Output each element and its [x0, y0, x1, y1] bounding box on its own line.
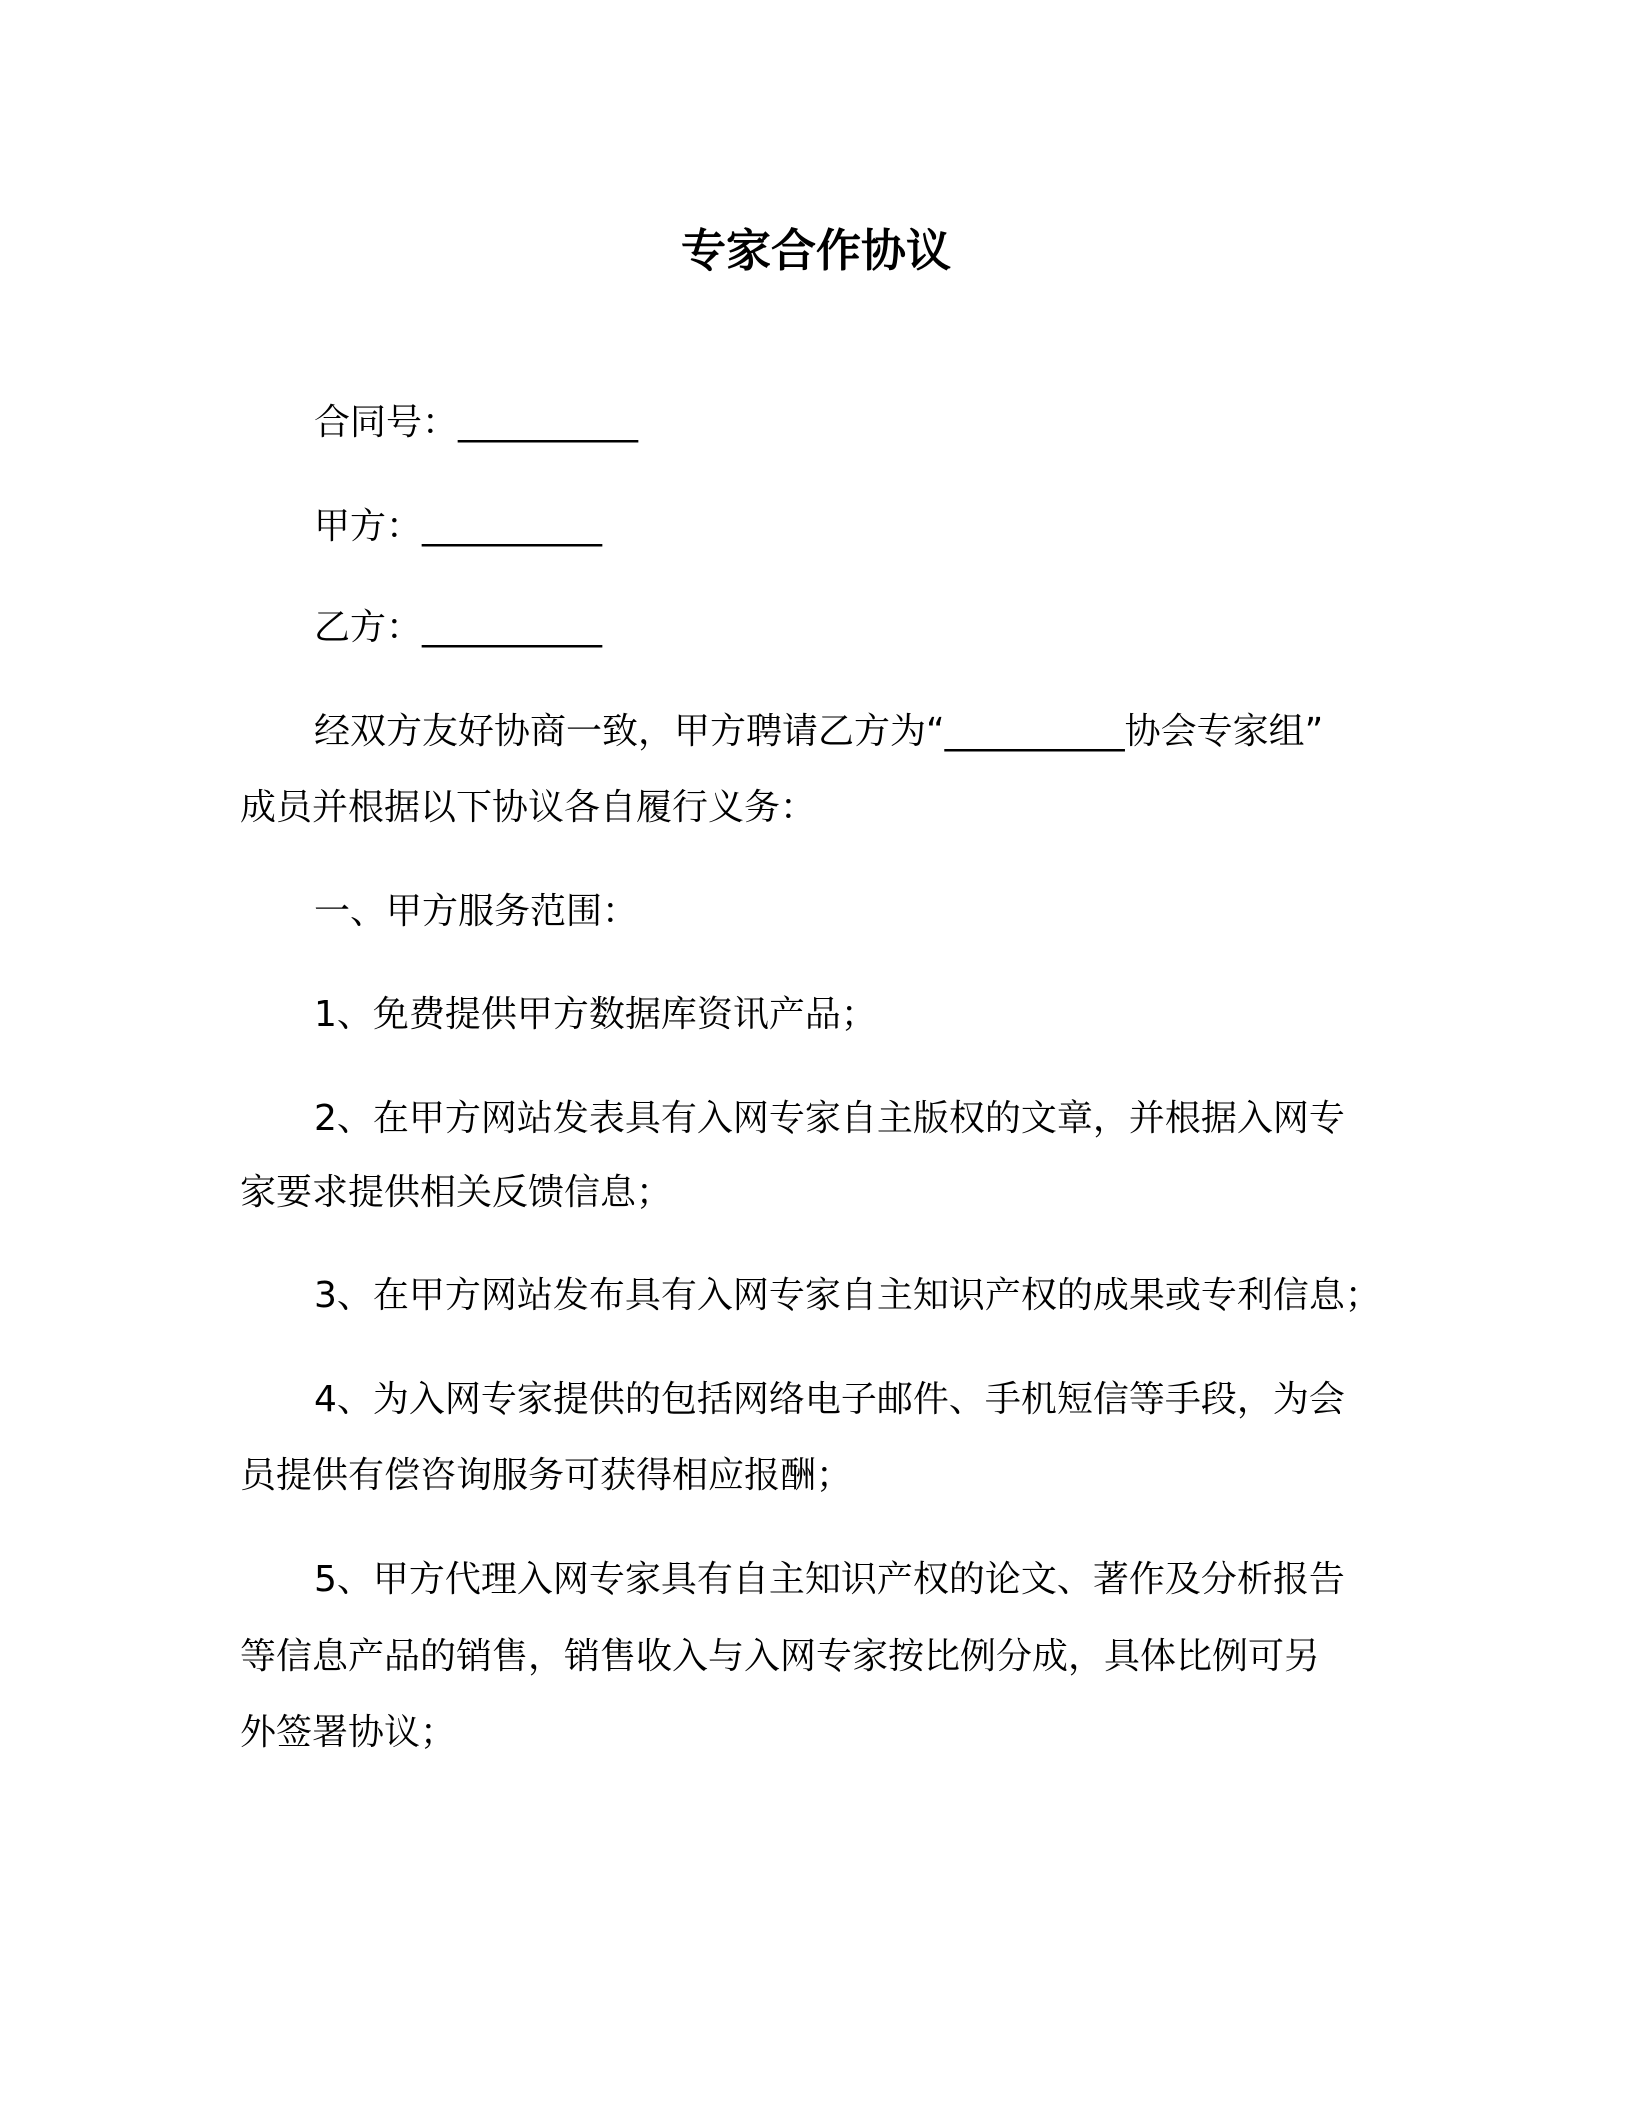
party-a-field: [314, 505, 602, 549]
list-item-line: 外签署协议；: [240, 1712, 457, 1753]
page-title: 专家合作协议: [680, 224, 951, 277]
intro-line: 成员并根据以下协议各自履行义务：: [240, 787, 817, 828]
list-item-line: 家要求提供相关反馈信息；: [240, 1172, 673, 1213]
list-item-line: 1、免费提供甲方数据库资讯产品；: [314, 994, 877, 1035]
party-a-label: 甲方：: [314, 506, 423, 547]
list-item-line: 5、甲方代理入网专家具有自主知识产权的论文、著作及分析报告: [314, 1559, 1345, 1600]
list-item-line: 4、为入网专家提供的包括网络电子邮件、手机短信等手段，为会: [314, 1379, 1345, 1420]
list-item-line: 等信息产品的销售，销售收入与入网专家按比例分成，具体比例可另: [240, 1636, 1321, 1677]
party-b-blank: __________: [422, 607, 603, 648]
contract-number-field: [314, 401, 638, 445]
contract-number-blank: __________: [458, 402, 639, 443]
party-b-field: [314, 606, 602, 650]
contract-number-label: 合同号：: [314, 402, 459, 443]
list-item-line: 2、在甲方网站发表具有入网专家自主版权的文章，并根据入网专: [314, 1098, 1345, 1139]
intro-line: 经双方友好协商一致，甲方聘请乙方为“__________协会专家组”: [314, 711, 1324, 752]
list-item-line: 3、在甲方网站发布具有入网专家自主知识产权的成果或专利信息；: [314, 1275, 1381, 1316]
party-b-label: 乙方：: [314, 607, 423, 648]
party-a-blank: __________: [422, 506, 603, 547]
list-item-line: 员提供有偿咨询服务可获得相应报酬；: [240, 1455, 853, 1496]
section-heading: 一、甲方服务范围：: [314, 891, 639, 932]
